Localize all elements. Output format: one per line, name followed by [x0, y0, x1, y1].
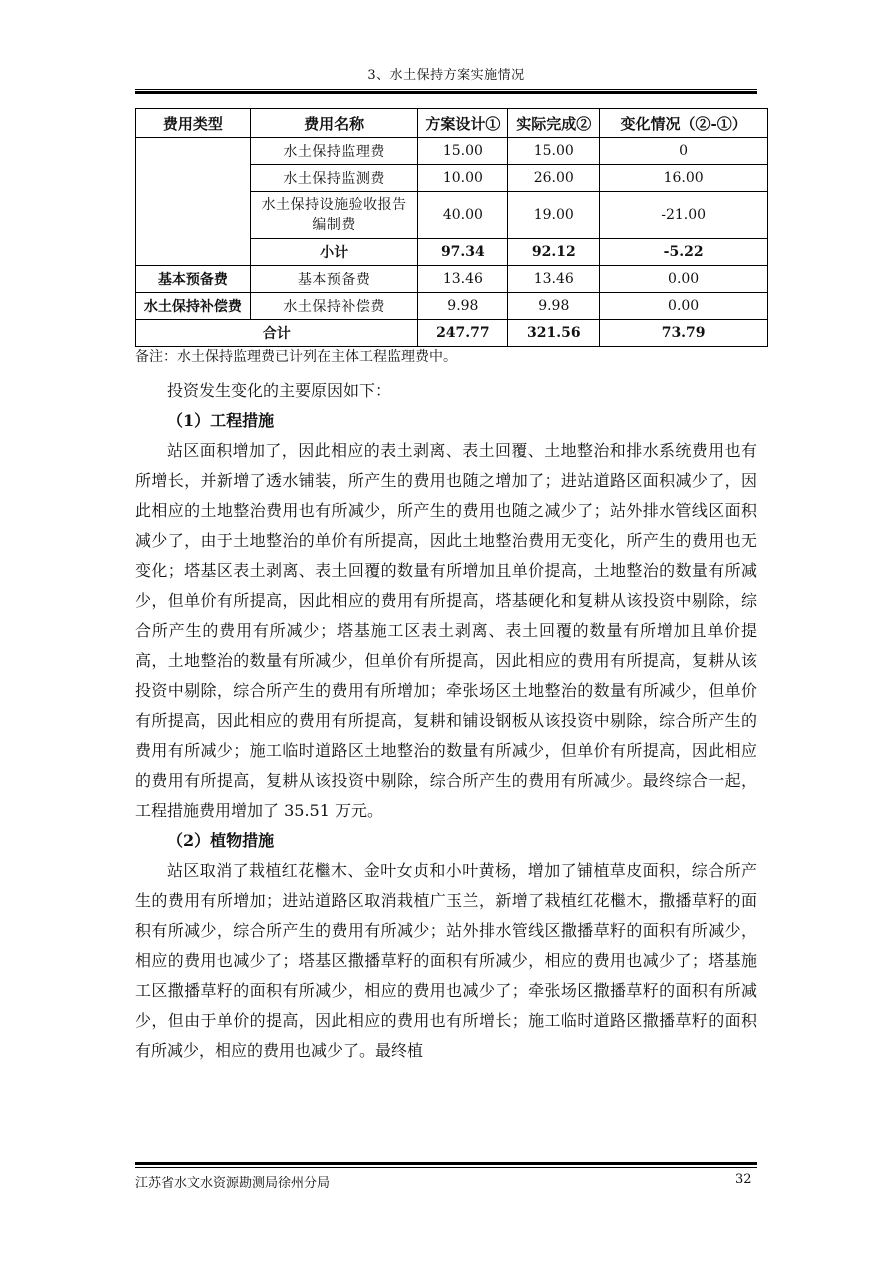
total-row — [136, 320, 768, 347]
total-change: 73.79 — [600, 320, 768, 347]
design-value: 10.00 — [418, 165, 508, 192]
cost-name: 基本预备费 — [250, 266, 418, 293]
paragraph-engineering: 站区面积增加了，因此相应的表土剥离、表土回覆、土地整治和排水系统费用也有所增长，并新增了透水铺装，所产生的费用也随之增加了；进站道路区面积减少了，因此相应的土地整治费用也有所减少，所产生的费用也随之减少了；站外排水管线区面积减少了，由于土地整治的单价有所提高，因此土地整治费用无变化，所产生的费用也无变化；塔基区表土剥离、表土回覆的数量有所增加且单价提高，土地整治的数量有所减少，但单价有所提高，因此相应的费用有所提高，塔基硬化和复耕从该投资中剔除，综合所产生的费用有所减少；塔基施工区表土剥离、表土回覆的数量有所增加且单价提高，土地整治的数量有所减少，但单价有所提高，因此相应的费用有所提高，复耕从该投资中剔除，综合所产生的费用有所增加；牵张场区土地整治的数量有所减少，但单价有所提高，因此相应的费用有所提高，复耕和铺设钢板从该投资中剔除，综合所产生的费用有所减少；施工临时道路区土地整治的数量有所减少，但单价有所提高，因此相应的费用有所提高，复耕从该投资中剔除，综合所产生的费用有所减少。最终综合一起，工程措施费用增加了 35.51 万元。 — [135, 441, 757, 820]
header-rule-thick — [135, 91, 757, 94]
cost-name: 水土保持补偿费 — [250, 293, 418, 320]
table-row — [136, 293, 768, 320]
body-content — [135, 376, 757, 1066]
total-actual: 321.56 — [508, 320, 600, 347]
paragraph-vegetation: 站区取消了栽植红花檵木、金叶女贞和小叶黄杨，增加了铺植草皮面积，综合所产生的费用有所增加；进站道路区取消栽植广玉兰，新增了栽植红花檵木，撒播草籽的面积有所减少，综合所产生的费用有所减少；站外排水管线区撒播草籽的面积有所减少，相应的费用也减少了；塔基区撒播草籽的面积有所减少，相应的费用也减少了；塔基施工区撒播草籽的面积有所减少，相应的费用也减少了；牵张场区撒播草籽的面积有所减少，但由于单价的提高，因此相应的费用也有所增长；施工临时道路区撒播草籽的面积有所减少，相应的费用也减少了。最终植 — [135, 861, 757, 1060]
design-value: 15.00 — [418, 138, 508, 165]
total-design: 247.77 — [418, 320, 508, 347]
actual-value: 13.46 — [508, 266, 600, 293]
table-row — [136, 138, 768, 165]
change-value: 16.00 — [600, 165, 768, 192]
cost-name: 水土保持监测费 — [250, 165, 418, 192]
table-header-row — [136, 109, 768, 138]
cost-table — [135, 108, 768, 347]
section-heading-vegetation: （2）植物措施 — [167, 831, 275, 850]
col-header-design: 方案设计① — [418, 109, 508, 138]
table-row — [136, 266, 768, 293]
col-header-change: 变化情况（②-①） — [600, 109, 768, 138]
design-value: 13.46 — [418, 266, 508, 293]
cost-name: 水土保持监理费 — [250, 138, 418, 165]
change-value: 0.00 — [600, 293, 768, 320]
section-heading-engineering: （1）工程措施 — [167, 411, 275, 430]
cost-name: 水土保持设施验收报告编制费 — [250, 192, 418, 239]
design-value: 40.00 — [418, 192, 508, 239]
header-rule-thin — [135, 89, 757, 90]
design-value: 97.34 — [418, 239, 508, 266]
footer-rule-thick — [135, 1162, 757, 1165]
change-value: 0.00 — [600, 266, 768, 293]
design-value: 9.98 — [418, 293, 508, 320]
subtotal-label: 小计 — [250, 239, 418, 266]
col-header-type: 费用类型 — [136, 109, 251, 138]
actual-value: 15.00 — [508, 138, 600, 165]
footer-organization: 江苏省水文水资源勘测局徐州分局 — [135, 1176, 331, 1191]
actual-value: 9.98 — [508, 293, 600, 320]
change-value: 0 — [600, 138, 768, 165]
change-value: -21.00 — [600, 192, 768, 239]
col-header-name: 费用名称 — [250, 109, 418, 138]
actual-value: 26.00 — [508, 165, 600, 192]
intro-paragraph: 投资发生变化的主要原因如下： — [167, 381, 392, 400]
cost-type: 水土保持补偿费 — [136, 293, 251, 320]
change-value: -5.22 — [600, 239, 768, 266]
actual-value: 92.12 — [508, 239, 600, 266]
total-label: 合计 — [136, 320, 418, 347]
cost-type: 基本预备费 — [136, 266, 251, 293]
page-number: 32 — [735, 1172, 752, 1187]
col-header-actual: 实际完成② — [508, 109, 600, 138]
actual-value: 19.00 — [508, 192, 600, 239]
running-header: 3、水土保持方案实施情况 — [367, 68, 525, 83]
footer-rule-thin — [135, 1167, 757, 1168]
type-cell-merged — [136, 138, 251, 266]
table-note: 备注：水土保持监理费已计列在主体工程监理费中。 — [135, 349, 457, 365]
